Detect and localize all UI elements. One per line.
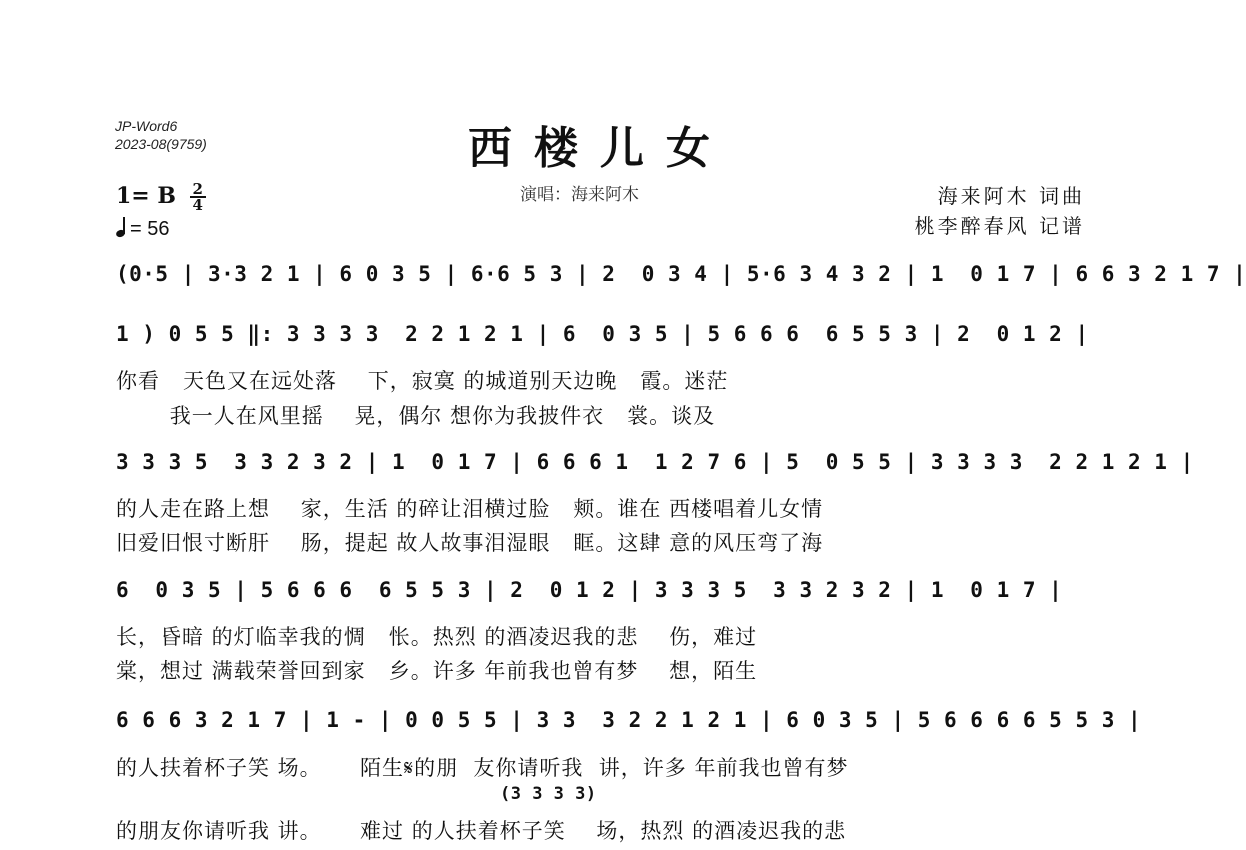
- score-line-3: 3 3 3 5 3 3 2 3 2 | 1 0 1 7 | 6 6 6 1 1 2 7 6 | 5 0 5 5 | 3 3 3 3 2 2 1 2 1 |: [116, 450, 1194, 474]
- singer-credit: 演唱：海来阿木: [520, 185, 639, 205]
- key-signature: [116, 182, 206, 212]
- quarter-note-icon: [116, 217, 126, 237]
- score-line-5: 6 6 6 3 2 1 7 | 1 - | 0 0 5 5 | 3 3 3 2 2 1 2 1 | 6 0 3 5 | 5 6 6 6 6 5 5 3 |: [116, 708, 1142, 732]
- time-bottom: 4: [192, 196, 203, 214]
- lyric-line-8: 的朋友你请听我 讲。 难过 的人扶着杯子笑 场，热烈 的酒凌迟我的悲: [116, 819, 847, 843]
- score-line-1: (0·5 | 3·3 2 1 | 6 0 3 5 | 6·6 5 3 | 2 0 3 4 | 5·6 3 4 3 2 | 1 0 1 7 | 6 6 3 2 1 7 |: [116, 262, 1246, 286]
- key-label: 1= B: [116, 183, 176, 209]
- lyric-line-7: 的人扶着杯子笑 场。 陌生𝄋的朋 友你请听我 讲，许多 年前我也曾有梦: [116, 756, 849, 780]
- lyric-line-5: 长，昏暗 的灯临幸我的惆 怅。热烈 的酒凌迟我的悲 伤，难过: [116, 625, 758, 649]
- lyric-line-1: 你看 天色又在远处落 下，寂寞 的城道别天边晚 霞。迷茫: [116, 369, 729, 393]
- lyric-line-4: 旧爱旧恨寸断肝 肠，提起 故人故事泪湿眼 眶。这肆 意的风压弯了海: [116, 531, 824, 555]
- score-line-4: 6 0 3 5 | 5 6 6 6 6 5 5 3 | 2 0 1 2 | 3 3 3 5 3 3 2 3 2 | 1 0 1 7 |: [116, 578, 1063, 602]
- composer-credit: 海来阿木 词曲: [937, 184, 1085, 208]
- tempo-value: = 56: [130, 218, 170, 240]
- time-signature: [190, 182, 206, 212]
- software-label: JP-Word6: [115, 118, 178, 134]
- tempo-mark: [116, 217, 169, 241]
- lyric-line-2: 我一人在风里摇 晃，偶尔 想你为我披件衣 裳。谈及: [116, 404, 716, 428]
- time-top: 2: [192, 180, 203, 198]
- score-line-2: 1 ) 0 5 5 ‖: 3 3 3 3 2 2 1 2 1 | 6 0 3 5 | 5 6 6 6 6 5 5 3 | 2 0 1 2 |: [116, 322, 1089, 346]
- transcriber-credit: 桃李醉春风 记谱: [914, 214, 1085, 238]
- alt-notes: (3 3 3 3): [500, 784, 597, 804]
- page-title: 西楼儿女: [468, 123, 732, 174]
- version-label: 2023-08(9759): [115, 136, 207, 152]
- lyric-line-3: 的人走在路上想 家，生活 的碎让泪横过脸 颊。谁在 西楼唱着儿女情: [116, 497, 824, 521]
- lyric-line-6: 棠，想过 满载荣誉回到家 乡。许多 年前我也曾有梦 想，陌生: [116, 659, 758, 683]
